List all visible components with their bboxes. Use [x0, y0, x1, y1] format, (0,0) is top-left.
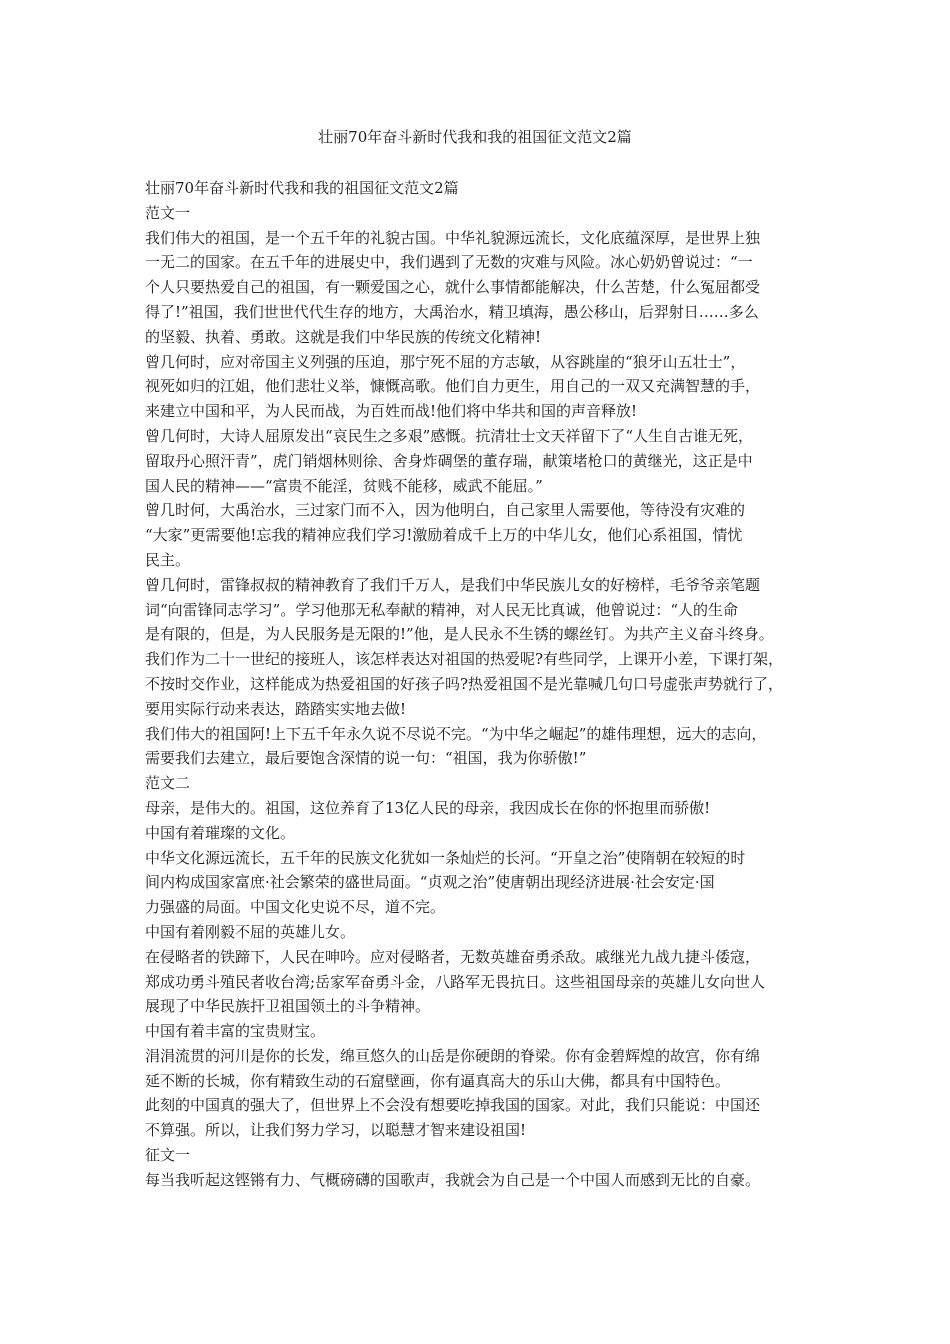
text-line: 中国有着刚毅不屈的英雄儿女。: [145, 922, 356, 941]
section-heading: 范文一: [145, 203, 191, 222]
text-line: 曾几何时，大诗人屈原发出“哀民生之多艰”感慨。抗清壮士文天祥留下了“人生自古谁无死，: [145, 426, 754, 445]
document-body: [145, 176, 825, 1193]
text-line: 曾几何时，雷锋叔叔的精神教育了我们千万人，是我们中华民族儿女的好榜样，毛爷爷亲笔题: [145, 575, 761, 594]
text-line: 每当我听起这铿锵有力、气概磅礴的国歌声，我就会为自己是一个中国人而感到无比的自豪。: [145, 1170, 761, 1189]
text-line: 曾几何时，应对帝国主义列强的压迫，那宁死不屈的方志敏，从容跳崖的“狼牙山五壮士”，: [145, 352, 746, 371]
text-line: 来建立中国和平，为人民而战，为百姓而战!他们将中华共和国的声音释放!: [145, 402, 638, 421]
text-line: 郑成功勇斗殖民者收台湾;岳家军奋勇斗金，八路军无畏抗日。这些祖国母亲的英雄儿女向世人: [145, 972, 766, 991]
text-line: 民主。: [145, 550, 191, 569]
text-line: 视死如归的江姐，他们悲壮义举，慷慨高歌。他们自力更生，用自己的一双又充满智慧的手，: [145, 377, 761, 396]
text-line: 涓涓流贯的河川是你的长发，绵亘悠久的山岳是你硬朗的脊梁。你有金碧辉煌的故宫，你有绵: [145, 1046, 761, 1065]
text-line: 力强盛的局面。中国文化史说不尽，道不完。: [145, 898, 446, 917]
text-line: 国人民的精神——“富贵不能淫，贫贱不能移，威武不能屈。”: [145, 476, 543, 495]
text-line: 我们伟大的祖国阿!上下五千年永久说不尽说不完。“为中华之崛起”的雄伟理想，远大的志向，: [145, 724, 767, 743]
text-line: 曾几时何，大禹治水，三过家门而不入，因为他明白，自己家里人需要他，等待没有灾难的: [145, 501, 746, 520]
text-line: 延不断的长城，你有精致生动的石窟壁画，你有逼真高大的乐山大佛，都具有中国特色。: [145, 1071, 731, 1090]
text-line: 在侵略者的铁蹄下，人民在呻吟。应对侵略者，无数英雄奋勇杀敌。戚继光九战九捷斗倭寇，: [145, 947, 761, 966]
text-line: 母亲，是伟大的。祖国，这位养育了13亿人民的母亲，我因成长在你的怀抱里而骄傲!: [145, 798, 711, 817]
text-line: 留取丹心照汗青”，虎门销烟林则徐、舍身炸碉堡的董存瑞，献策堵枪口的黄继光，这正是中: [145, 451, 753, 470]
text-line: 个人只要热爱自己的祖国，有一颗爱国之心，就什么事情都能解决，什么苦楚，什么冤屈都受: [145, 278, 761, 297]
text-line: 不按时交作业，这样能成为热爱祖国的好孩子吗?热爱祖国不是光靠喊几句口号虚张声势就行了，: [145, 674, 784, 693]
document-title: 壮丽70年奋斗新时代我和我的祖国征文范文2篇: [318, 128, 632, 146]
text-line: 的坚毅、执着、勇敢。这就是我们中华民族的传统文化精神!: [145, 327, 542, 346]
text-line: 中华文化源远流长，五千年的民族文化犹如一条灿烂的长河。“开皇之治”使隋朝在较短的时: [145, 848, 746, 867]
text-line: 得了!”祖国，我们世世代代生存的地方，大禹治水，精卫填海，愚公移山，后羿射日……多么: [145, 302, 759, 321]
text-line: 壮丽70年奋斗新时代我和我的祖国征文范文2篇: [145, 179, 459, 197]
text-line: 此刻的中国真的强大了，但世界上不会没有想要吃掉我国的国家。对此，我们只能说：中国还: [145, 1096, 761, 1115]
text-line: 词“向雷锋同志学习”。学习他那无私奉献的精神，对人民无比真诚，他曾说过：“人的生命: [145, 600, 739, 619]
text-line: 中国有着璀璨的文化。: [145, 823, 296, 842]
text-line: “大家”更需要他!忘我的精神应我们学习!激励着成千上万的中华儿女，他们心系祖国，情忧: [145, 526, 743, 545]
text-line: 是有限的，但是，为人民服务是无限的!”他，是人民永不生锈的螺丝钉。为共产主义奋斗终身。: [145, 625, 774, 644]
text-line: 要用实际行动来表达，踏踏实实地去做!: [145, 699, 407, 718]
section-heading: 范文二: [145, 774, 191, 793]
text-line: 展现了中华民族扞卫祖国领土的斗争精神。: [145, 997, 431, 1016]
text-line: 我们作为二十一世纪的接班人，该怎样表达对祖国的热爱呢?有些同学，上课开小差，下课打架，: [145, 650, 784, 669]
text-line: 不算强。所以，让我们努力学习，以聪慧才智来建设祖国!: [145, 1121, 527, 1140]
text-line: 我们伟大的祖国，是一个五千年的礼貌古国。中华礼貌源远流长，文化底蕴深厚，是世界上独: [145, 228, 761, 247]
text-line: 需要我们去建立，最后要饱含深情的说一句：“祖国，我为你骄傲!”: [145, 749, 587, 768]
text-line: 一无二的国家。在五千年的进展史中，我们遇到了无数的灾难与风险。冰心奶奶曾说过：“一: [145, 253, 753, 272]
section-heading: 征文一: [145, 1146, 191, 1165]
text-line: 中国有着丰富的宝贵财宝。: [145, 1022, 326, 1041]
text-line: 间内构成国家富庶·社会繁荣的盛世局面。“贞观之治”使唐朝出现经济进展·社会安定·国: [145, 873, 715, 892]
